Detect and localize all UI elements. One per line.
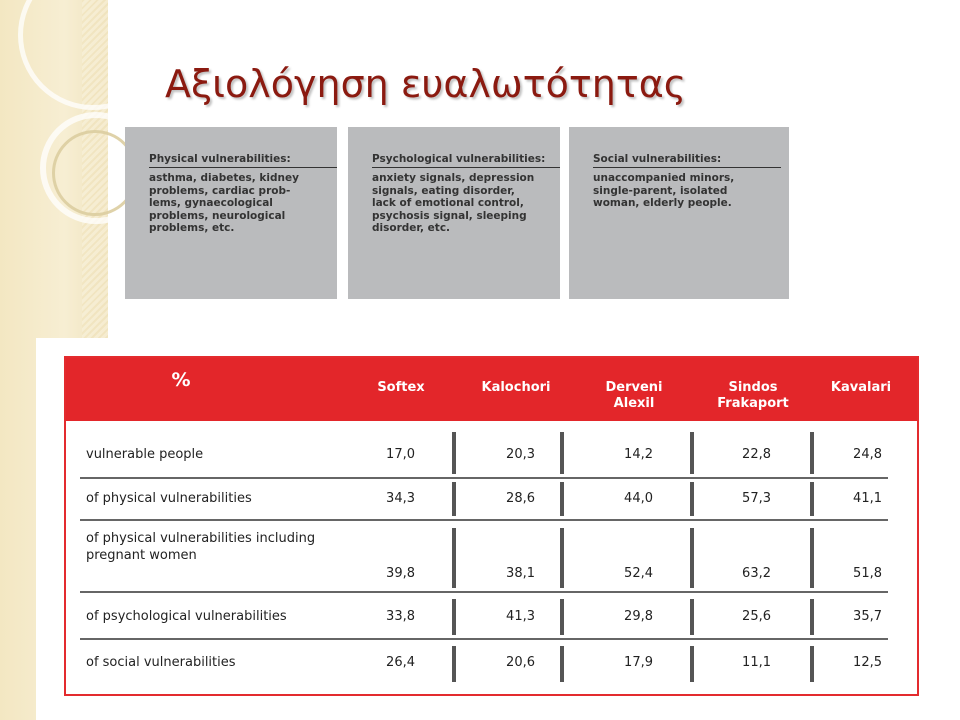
row-label: of physical vulnerabilities including pregnant women (86, 531, 316, 563)
table-row (80, 646, 888, 682)
header-percent: % (171, 369, 191, 391)
cell-value: 44,0 (624, 491, 653, 506)
column-separator (560, 646, 564, 682)
row-label: of physical vulnerabilities (86, 491, 252, 506)
box-heading: Physical vulnerabilities: (149, 153, 291, 165)
cell-value: 14,2 (624, 447, 653, 462)
row-divider (80, 477, 888, 479)
box-heading: Psychological vulnerabilities: (372, 153, 546, 165)
row-label: of social vulnerabilities (86, 655, 236, 670)
header-kavalari: Kavalari (830, 380, 892, 395)
column-separator (690, 646, 694, 682)
cell-value: 51,8 (853, 566, 882, 581)
cell-value: 39,8 (386, 566, 415, 581)
cell-value: 57,3 (742, 491, 771, 506)
title-rest: ευαλωτότητας (388, 62, 687, 106)
row-label: vulnerable people (86, 447, 204, 462)
cell-value: 22,8 (742, 447, 771, 462)
column-separator (560, 482, 564, 516)
box-divider (593, 167, 781, 168)
column-separator (810, 599, 814, 635)
cell-value: 52,4 (624, 566, 653, 581)
table-row (80, 432, 888, 474)
table-header (66, 358, 917, 421)
box-divider (149, 167, 337, 168)
box-description: asthma, diabetes, kidney problems, cardiac prob-lems, gynaecological problems, neurological problems, etc. (149, 172, 299, 234)
column-separator (452, 528, 456, 588)
table-row (80, 482, 888, 516)
box-divider (372, 167, 560, 168)
cell-value: 35,7 (853, 609, 882, 624)
column-separator (560, 528, 564, 588)
column-separator (452, 599, 456, 635)
vulnerability-table (64, 356, 919, 696)
cell-value: 38,1 (506, 566, 535, 581)
psychological-vulnerabilities-box (348, 127, 560, 299)
column-separator (690, 482, 694, 516)
column-separator (690, 528, 694, 588)
row-divider (80, 638, 888, 640)
table-row (80, 528, 888, 588)
cell-value: 41,3 (506, 609, 535, 624)
table-row (80, 599, 888, 635)
row-label: of psychological vulnerabilities (86, 609, 287, 624)
column-separator (452, 432, 456, 474)
cell-value: 20,6 (506, 655, 535, 670)
row-divider (80, 591, 888, 593)
decorative-circle (18, 0, 168, 110)
column-separator (452, 482, 456, 516)
cell-value: 12,5 (853, 655, 882, 670)
cell-value: 34,3 (386, 491, 415, 506)
cell-value: 28,6 (506, 491, 535, 506)
column-separator (690, 432, 694, 474)
column-separator (560, 599, 564, 635)
cell-value: 33,8 (386, 609, 415, 624)
header-derveni-alexil: Derveni Alexil (605, 380, 663, 411)
cell-value: 24,8 (853, 447, 882, 462)
physical-vulnerabilities-box (125, 127, 337, 299)
social-vulnerabilities-box (569, 127, 789, 299)
box-description: unaccompanied minors, single-parent, isolated woman, elderly people. (593, 172, 735, 209)
header-kalochori: Kalochori (481, 380, 551, 395)
header-sindos-frakaport: Sindos Frakaport (717, 380, 789, 411)
cell-value: 63,2 (742, 566, 771, 581)
column-separator (452, 646, 456, 682)
header-softex: Softex (377, 380, 425, 395)
title-main: Αξιολόγηση (165, 62, 389, 106)
cell-value: 29,8 (624, 609, 653, 624)
column-separator (810, 646, 814, 682)
column-separator (690, 599, 694, 635)
slide-title (165, 62, 686, 106)
cell-value: 11,1 (742, 655, 771, 670)
cell-value: 26,4 (386, 655, 415, 670)
column-separator (810, 528, 814, 588)
box-heading: Social vulnerabilities: (593, 153, 722, 165)
cell-value: 17,0 (386, 447, 415, 462)
cell-value: 20,3 (506, 447, 535, 462)
column-separator (810, 432, 814, 474)
cell-value: 25,6 (742, 609, 771, 624)
cell-value: 41,1 (853, 491, 882, 506)
box-description: anxiety signals, depression signals, eating disorder, lack of emotional control, psychosis signal, sleeping disorder, etc. (372, 172, 535, 234)
cell-value: 17,9 (624, 655, 653, 670)
column-separator (560, 432, 564, 474)
column-separator (810, 482, 814, 516)
row-divider (80, 519, 888, 521)
